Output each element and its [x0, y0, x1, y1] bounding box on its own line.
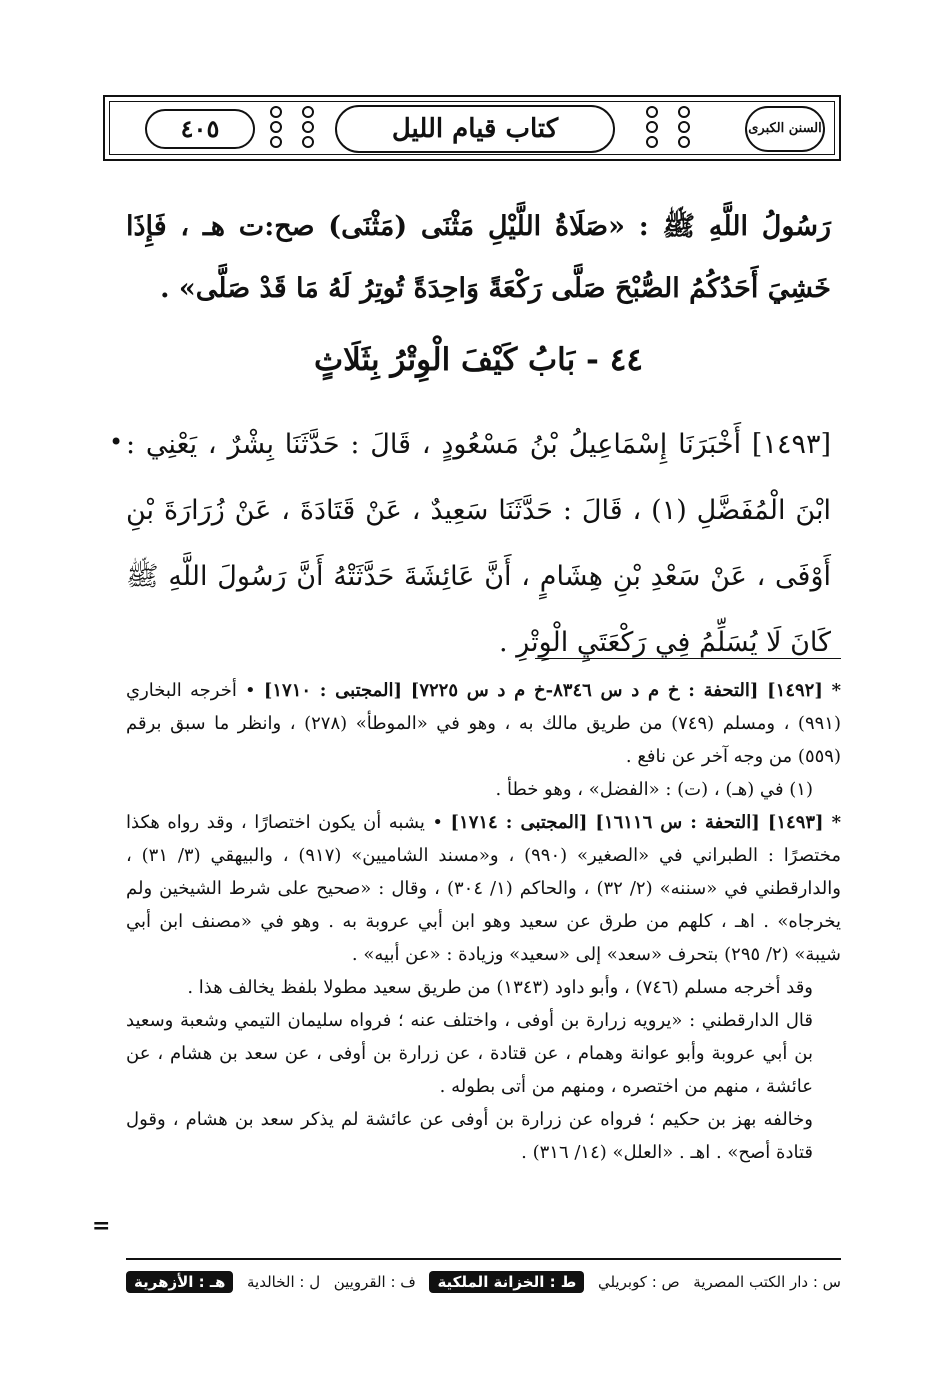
hadith-bullet: • — [109, 428, 124, 456]
note-paragraph: وقد أخرجه مسلم (٧٤٦) ، وأبو داود (١٣٤٣) من طريق سعيد مطولا بلفظ يخالف هذا . — [187, 977, 813, 998]
note-1493-ref: * [١٤٩٣] [التحفة : س ١٦١١٦] [المجتبى : ١٧١٤] — [450, 812, 842, 833]
legend-item-ta: ط : الخزانة الملكية — [429, 1271, 584, 1293]
hadith-1493-text: [١٤٩٣] أَخْبَرَنَا إِسْمَاعِيلُ بْنُ مَسْعُودٍ ، قَالَ : حَدَّثَنَا بِشْرٌ ، يَعْنِي : ابْنَ الْمُفَضَّلِ (١) ، قَالَ : حَدَّثَنَا سَعِيدٌ ، عَنْ قَتَادَةَ ، عَنْ زُرَارَةَ بْنِ أَوْفَى ، عَنْ سَعْدِ بْنِ هِشَامٍ ، أَنَّ عَائِشَةَ حَدَّثَتْهُ أَنَّ رَسُولَ اللَّهِ ﷺ كَانَ لَا يُسَلِّمُ فِي رَكْعَتَيِ الْوِتْرِ . — [126, 429, 831, 658]
legend-item-fa: ف : القرويين — [333, 1273, 416, 1291]
page-header — [103, 95, 841, 161]
chapter-heading: ٤٤ - بَابُ كَيْفَ الْوِتْرُ بِثَلَاثٍ — [313, 342, 644, 378]
legend-item-ha: هـ : الأزهرية — [126, 1271, 233, 1293]
continuation-mark: = — [92, 1213, 111, 1239]
legend-separator — [126, 1258, 841, 1260]
note-1493-body: • يشبه أن يكون اختصارًا ، وقد رواه هكذا مختصرًا : الطبراني في «الصغير» (٩٩٠) ، و«مسند الشاميين» (٩١٧) ، والبيهقي (٣/ ٣١) ، والدارقطني في «سننه» (٢/ ٣٢) ، والحاكم (١/ ٣٠٤) ، وقال : «صحيح على شرط الشيخين ولم يخرجاه» . اهـ ، كلهم من طرق عن سعيد وهو ابن أبي عروبة به . وهو في «مصنف ابن أبي شيبة» (٢/ ٢٩٥) بتحرف «سعد» إلى «سعيد» وزيادة : «عن أبيه» . — [126, 812, 841, 965]
note-paragraph: وخالفه بهز بن حكيم ؛ فرواه عن زرارة بن أوفى عن عائشة لم يذكر سعد بن هشام ، وقول قتادة أصح» . اهـ . «العلل» (١٤/ ٣١٦) . — [126, 1109, 813, 1163]
legend-item-s: س : دار الكتب المصرية — [693, 1273, 841, 1291]
ornament-icon — [641, 103, 663, 153]
legend-item-lam: ل : الخالدية — [247, 1273, 321, 1291]
ornament-icon — [297, 103, 319, 153]
note-1492 — [126, 674, 841, 773]
note-1493 — [126, 806, 841, 971]
footnote-1: (١) في (هـ) ، (ت) : «الفضل» ، وهو خطأ . — [495, 779, 813, 800]
running-title: كتاب قيام الليل — [391, 114, 559, 144]
ornament-icon — [673, 103, 695, 153]
ornament-icon — [265, 103, 287, 153]
footnote-separator — [535, 658, 841, 659]
page-number: ٤٠٥ — [145, 109, 255, 149]
legend-item-sad: ص : كوبريلي — [597, 1273, 680, 1291]
note-1492-ref: * [١٤٩٢] [التحفة : خ م د س ٨٣٤٦-خ م د س ٧٢٢٥] [المجتبى : ١٧١٠] — [263, 680, 842, 701]
manuscript-legend — [126, 1266, 841, 1298]
footnotes — [126, 674, 841, 1169]
continued-hadith-text: رَسُولُ اللَّهِ ﷺ : «صَلَاةُ اللَّيْلِ مَثْنَى (مَثْنَى) صح:ت هـ ، فَإِذَا خَشِيَ أَحَدُكُمُ الصُّبْحَ صَلَّى رَكْعَةً وَاحِدَةً تُوتِرُ لَهُ مَا قَدْ صَلَّى» . — [126, 211, 831, 304]
note-1492-body: • أخرجه البخاري (٩٩١) ، ومسلم (٧٤٩) من طريق مالك به ، وهو في «الموطأ» (٢٧٨) ، وانظر ما سبق برقم (٥٥٩) من وجه آخر عن نافع . — [126, 680, 841, 767]
note-paragraph: قال الدارقطني : «يرويه زرارة بن أوفى ، واختلف عنه ؛ فرواه سليمان التيمي وشعبة وسعيد بن أبي عروبة وأبو عوانة وهمام ، عن قتادة ، عن زرارة بن أوفى ، عن سعد بن هشام ، عن عائشة ، منهم من اختصره ، ومنهم من أتى بطوله . — [126, 1010, 813, 1097]
book-logo: السنن الكبرى — [745, 106, 825, 152]
